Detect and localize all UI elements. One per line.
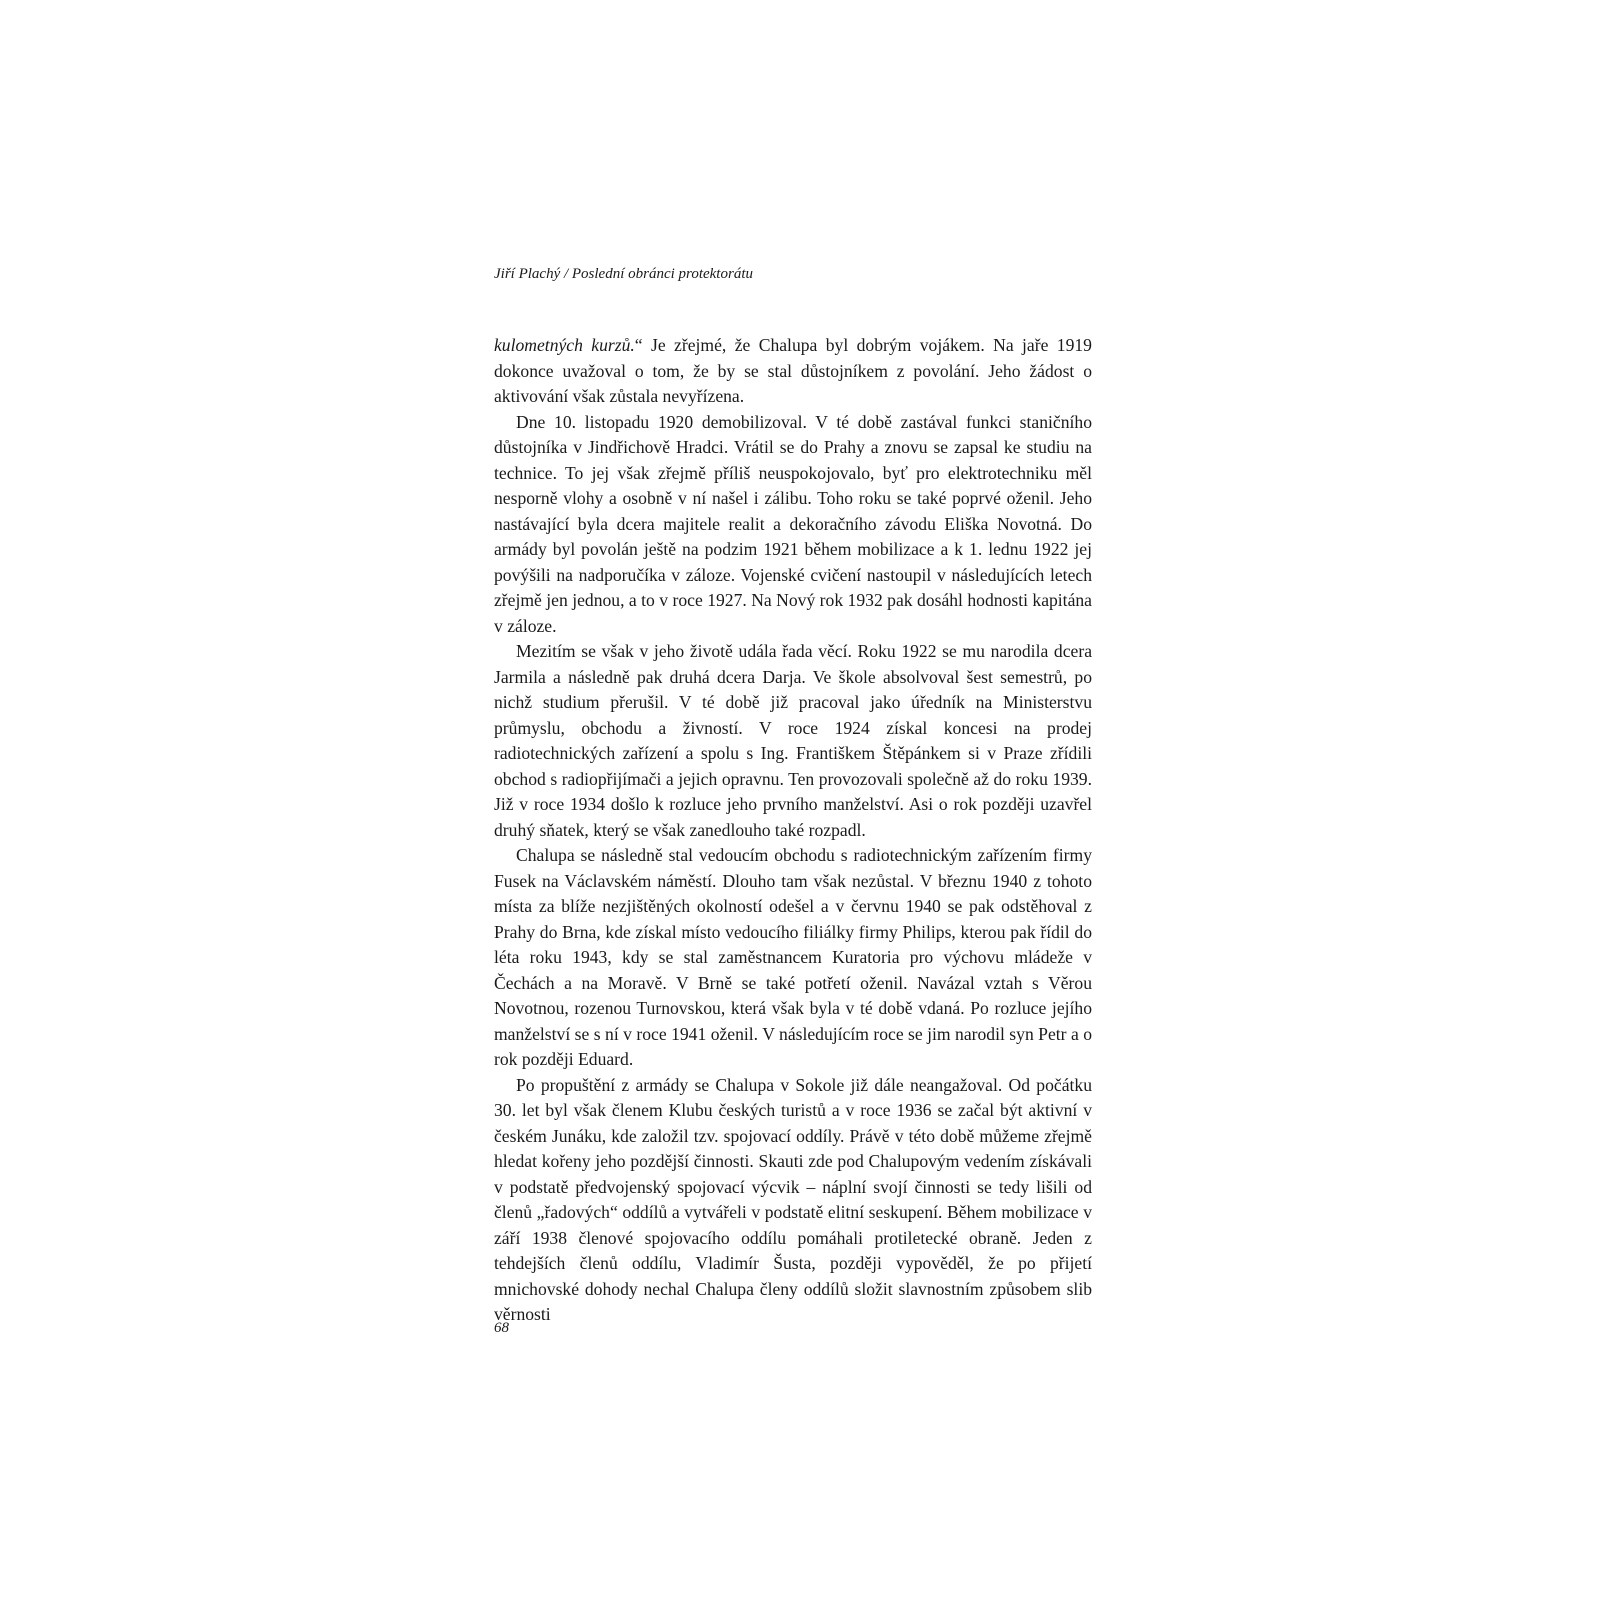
paragraph-1-text: “ Je zřejmé, že Chalupa byl dobrým vojákem. Na jaře 1919 dokonce uvažoval o tom, že by se stal důstojníkem z povolání. Jeho žádost o aktivování však zůstala nevyřízena.	[494, 335, 1092, 406]
paragraph-3: Mezitím se však v jeho životě udála řada věcí. Roku 1922 se mu narodila dcera Jarmila a následně pak druhá dcera Darja. Ve škole absolvoval šest semestrů, po nichž studium přerušil. V té době již pracoval jako úředník na Ministerstvu průmyslu, obchodu a živností. V roce 1924 získal koncesi na prodej radiotechnických zařízení a spolu s Ing. Františkem Štěpánkem si v Praze zřídili obchod s radiopřijímači a jejich opravnu. Ten provozovali společně až do roku 1939. Již v roce 1934 došlo k rozluce jeho prvního manželství. Asi o rok později uzavřel druhý sňatek, který se však zanedlouho také rozpadl.	[494, 641, 1092, 840]
paragraph-1	[494, 333, 1092, 410]
body-text	[494, 333, 1092, 1328]
paragraph-5: Po propuštění z armády se Chalupa v Sokole již dále neangažoval. Od počátku 30. let byl však členem Klubu českých turistů a v roce 1936 se začal být aktivní v českém Junáku, kde založil tzv. spojovací oddíly. Právě v této době můžeme zřejmě hledat kořeny jeho pozdější činnosti. Skauti zde pod Chalupovým vedením získávali v podstatě předvojenský spojovací výcvik – náplní svojí činnosti se tedy lišili od členů „řadových“ oddílů a vytvářeli v podstatě elitní seskupení. Během mobilizace v září 1938 členové spojovacího oddílu pomáhali protiletecké obraně. Jeden z tehdejších členů oddílu, Vladimír Šusta, později vypověděl, že po přijetí mnichovské dohody nechal Chalupa členy oddílů složit slavnostním způsobem slib věrnosti	[494, 1074, 1092, 1324]
paragraph-4: Chalupa se následně stal vedoucím obchodu s radiotechnickým zařízením firmy Fusek na Václavském náměstí. Dlouho tam však nezůstal. V březnu 1940 z tohoto místa za blíže nezjištěných okolností odešel a v červnu 1940 se pak odstěhoval z Prahy do Brna, kde získal místo vedoucího filiálky firmy Philips, kterou pak řídil do léta roku 1943, kdy se stal zaměstnancem Kuratoria pro výchovu mládeže v Čechách a na Moravě. V Brně se také potřetí oženil. Navázal vztah s Věrou Novotnou, rozenou Turnovskou, která však byla v té době vdaná. Po rozluce jejího manželství se s ní v roce 1941 oženil. V následujícím roce se jim narodil syn Petr a o rok později Eduard.	[494, 845, 1092, 1069]
running-head: Jiří Plachý / Poslední obránci protektorátu	[494, 266, 753, 282]
paragraph-2: Dne 10. listopadu 1920 demobilizoval. V té době zastával funkci staničního důstojníka v Jindřichově Hradci. Vrátil se do Prahy a znovu se zapsal ke studiu na technice. To jej však zřejmě příliš neuspokojovalo, byť pro elektrotechniku měl nesporně vlohy a osobně v ní našel i zálibu. Toho roku se také poprvé oženil. Jeho nastávající byla dcera majitele realit a dekoračního závodu Eliška Novotná. Do armády byl povolán ještě na podzim 1921 během mobilizace a k 1. lednu 1922 jej povýšili na nadporučíka v záloze. Vojenské cvičení nastoupil v následujících letech zřejmě jen jednou, a to v roce 1927. Na Nový rok 1932 pak dosáhl hodnosti kapitána v záloze.	[494, 411, 1092, 636]
italic-lead: kulometných kurzů.	[494, 335, 635, 355]
page-number: 68	[494, 1320, 509, 1336]
